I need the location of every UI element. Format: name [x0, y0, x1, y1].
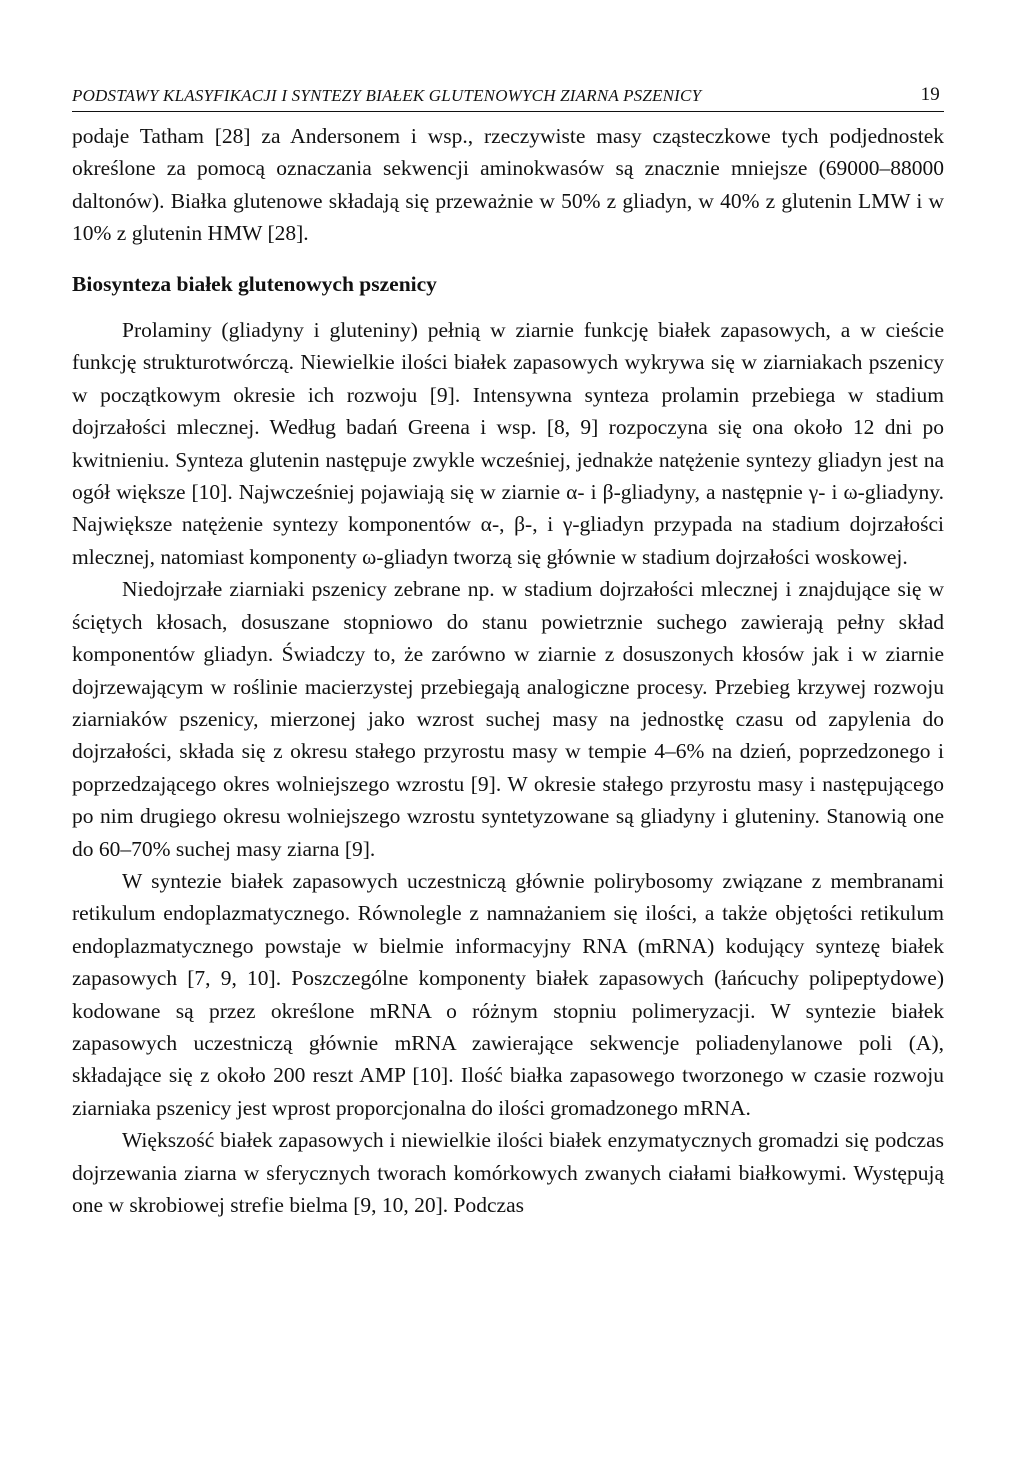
document-page: [72, 84, 944, 1221]
body-text: [72, 120, 944, 1221]
running-header: [72, 84, 944, 112]
page-number: 19: [920, 84, 940, 105]
paragraph-niedojrzale: Niedojrzałe ziarniaki pszenicy zebrane np. w stadium dojrzałości mlecznej i znajdujące się w ściętych kłosach, dosuszane stopniowo do stanu powietrznie suchego zawierają pełny skład komponentów gliadyn. Świadczy to, że zarówno w ziarnie z dosuszonych kłosów jak i w ziarnie dojrzewającym w roślinie macierzystej przebiegają analogiczne procesy. Przebieg krzywej rozwoju ziarniaków pszenicy, mierzonej jako wzrost suchej masy na jednostkę czasu od zapylenia do dojrzałości, składa się z okresu stałego przyrostu masy w tempie 4–6% na dzień, poprzedzonego i poprzedzającego okres wolniejszego wzrostu [9]. W okresie stałego przyrostu masy i następującego po nim drugiego okresu wolniejszego wzrostu syntetyzowane są gliadyny i gluteniny. Stanowią one do 60–70% suchej masy ziarna [9].: [72, 577, 944, 861]
section-heading: Biosynteza białek glutenowych pszenicy: [72, 271, 437, 296]
paragraph-continued: podaje Tatham [28] za Andersonem i wsp., rzeczywiste masy cząsteczkowe tych podjednostek określone za pomocą oznaczania sekwencji aminokwasów są znacznie mniejsze (69000–88000 daltonów). Białka glutenowe składają się przeważnie w 50% z gliadyn, w 40% z glutenin LMW i w 10% z glutenin HMW [28].: [72, 124, 944, 246]
paragraph-prolaminy: Prolaminy (gliadyny i gluteniny) pełnią w ziarnie funkcję białek zapasowych, a w cieście funkcję strukturotwórczą. Niewielkie ilości białek zapasowych wykrywa się w ziarniakach pszenicy w początkowym okresie ich rozwoju [9]. Intensywna synteza prolamin przebiega w stadium dojrzałości mlecznej. Według badań Greena i wsp. [8, 9] rozpoczyna się ona około 12 dni po kwitnieniu. Synteza glutenin następuje zwykle wcześniej, jednakże natężenie syntezy gliadyn jest na ogół większe [10]. Najwcześniej pojawiają się w ziarnie α- i β-gliadyny, a następnie γ- i ω-gliadyny. Największe natężenie syntezy komponentów α-, β-, i γ-gliadyn przypada na stadium dojrzałości mlecznej, natomiast komponenty ω-gliadyn tworzą się głównie w stadium dojrzałości woskowej.: [72, 318, 944, 569]
paragraph-synteza: W syntezie białek zapasowych uczestniczą głównie polirybosomy związane z membranami retikulum endoplazmatycznego. Równolegle z namnażaniem się ilości, a także objętości retikulum endoplazmatycznego powstaje w bielmie informacyjny RNA (mRNA) kodujący syntezę białek zapasowych [7, 9, 10]. Poszczególne komponenty białek zapasowych (łańcuchy polipeptydowe) kodowane są przez określone mRNA o różnym stopniu polimeryzacji. W syntezie białek zapasowych uczestniczą głównie mRNA zawierające sekwencje poliadenylanowe poli (A), składające się z około 200 reszt AMP [10]. Ilość białka zapasowego tworzonego w czasie rozwoju ziarniaka pszenicy jest wprost proporcjonalna do ilości gromadzonego mRNA.: [72, 868, 944, 1120]
paragraph-wiekszosc: Większość białek zapasowych i niewielkie ilości białek enzymatycznych gromadzi się podczas dojrzewania ziarna w sferycznych tworach komórkowych zwanych ciałami białkowymi. Występują one w skrobiowej strefie bielma [9, 10, 20]. Podczas: [72, 1128, 944, 1217]
running-title: PODSTAWY KLASYFIKACJI I SYNTEZY BIAŁEK GLUTENOWYCH ZIARNA PSZENICY: [72, 86, 702, 105]
